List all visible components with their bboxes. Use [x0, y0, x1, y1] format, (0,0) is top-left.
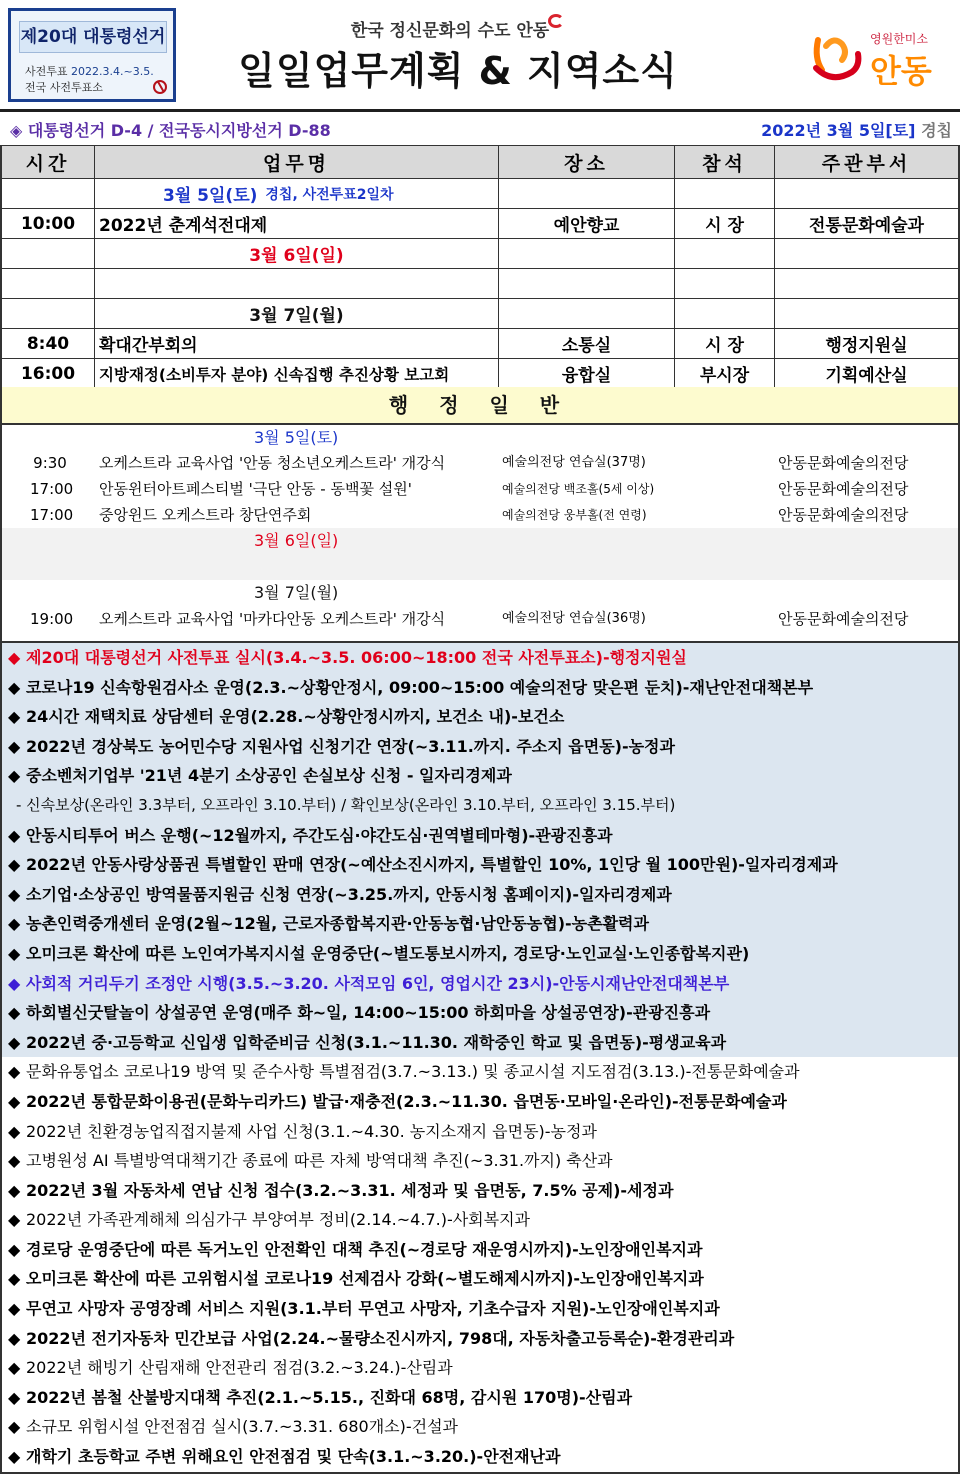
row-time: 8:40 [2, 329, 95, 358]
row-department: 행정지원실 [825, 336, 908, 356]
row-department [775, 179, 958, 208]
page-subtitle: 한국 정신문화의 수도 안동 [350, 21, 550, 41]
diamond-bullet-icon: ◆ [8, 1003, 21, 1023]
list-item [2, 909, 958, 939]
admin-department: 안동문화예술의전당 [778, 480, 909, 498]
admin-time: 19:00 [30, 610, 74, 628]
list-item-text: 제20대 대통령선거 사전투표 실시(3.4.~3.5. 06:00~18:00 전국 사전투표소)-행정지원실 [26, 648, 687, 667]
table-row [2, 209, 958, 239]
diamond-bullet-icon: ◆ [8, 1417, 21, 1437]
schedule-table [0, 146, 960, 389]
logo-name: 안동 [870, 52, 932, 90]
local-news-list [0, 641, 960, 1474]
row-time [2, 269, 95, 298]
admin-schedule [0, 425, 960, 641]
row-attendee [675, 239, 775, 268]
today-date-text: 2022년 3월 5일[토] [761, 121, 916, 140]
date-heading [95, 179, 499, 208]
admin-task: 오케스트라 교육사업 '안동 청소년오케스트라' 개강식 [99, 454, 446, 472]
table-row [2, 299, 958, 329]
list-item-text: 2022년 해빙기 산림재해 안전관리 점검(3.2.~3.24.)-산림과 [26, 1358, 453, 1378]
list-item [2, 880, 958, 910]
list-item-text: 무연고 사망자 공영장례 서비스 지원(3.1.부터 무연고 사망자, 기초수급자 지원)-노인장애인복지과 [26, 1299, 720, 1319]
list-item-text: 오미크론 확산에 따른 고위험시설 코로나19 선제검사 강화(~별도해제시까지)-노인장애인복지과 [26, 1269, 704, 1289]
andong-logo-icon [808, 28, 866, 86]
row-place [499, 179, 675, 208]
row-attendee [675, 179, 775, 208]
admin-date-row [2, 425, 958, 451]
list-item [2, 1205, 958, 1235]
header-task: 업무명 [95, 146, 499, 178]
row-task: 2022년 춘계석전대제 [95, 209, 499, 238]
list-item-text: - 신속보상(온라인 3.3부터, 오프라인 3.10.부터) / 확인보상(온라인 3.10.부터, 오프라인 3.15.부터) [16, 795, 676, 814]
admin-section-title: 행 정 일 반 [0, 387, 960, 425]
admin-date: 3월 7일(월) [254, 583, 339, 602]
election-notice-box [8, 8, 176, 102]
admin-place: 예술의전당 웅부홀(전 연령) [502, 508, 647, 522]
admin-department: 안동문화예술의전당 [778, 610, 909, 628]
list-item [2, 1442, 958, 1472]
list-item [2, 821, 958, 851]
header-time: 시간 [2, 146, 95, 178]
list-item-text: 하회별신굿탈놀이 상설공연 운영(매주 화~일, 14:00~15:00 하회마을 상설공연장)-관광진흥과 [26, 1003, 711, 1023]
list-item [2, 1294, 958, 1324]
diamond-bullet-icon: ◆ [8, 973, 21, 993]
list-item-text: 오미크론 확산에 따른 노인여가복지시설 운영중단(~별도통보시까지, 경로당·노인교실·노인종합복지관) [26, 943, 750, 963]
diamond-bullet-icon: ◆ [8, 677, 21, 697]
diamond-bullet-icon: ◆ [8, 1180, 21, 1200]
row-attendee [675, 299, 775, 328]
list-item [2, 1324, 958, 1354]
list-item-text: 농촌인력중개센터 운영(2월~12월, 근로자종합복지관·안동농협·남안동농협)-농촌활력과 [26, 914, 649, 934]
election-title: 제20대 대통령선거 [19, 21, 167, 53]
row-department [775, 269, 958, 298]
table-row [2, 329, 958, 359]
diamond-bullet-icon: ◆ [8, 1210, 21, 1230]
row-place [499, 239, 675, 268]
list-item [2, 1087, 958, 1117]
row-department [775, 299, 958, 328]
header-attendee: 참석 [675, 146, 775, 178]
list-item [2, 1353, 958, 1383]
election-early-vote-dates: 2022.3.4.~3.5. [71, 65, 154, 78]
admin-date-row [2, 528, 958, 554]
diamond-bullet-icon: ◆ [8, 1447, 21, 1467]
row-task: 확대간부회의 [95, 329, 499, 358]
list-item [2, 1146, 958, 1176]
list-item [2, 702, 958, 732]
list-item-text: 2022년 3월 자동차세 연납 신청 접수(3.2.~3.31. 세정과 및 읍면동, 7.5% 공제)-세정과 [26, 1180, 674, 1200]
list-item-text: 소기업·소상공인 방역물품지원금 신청 연장(~3.25.까지, 안동시청 홈페이지)-일자리경제과 [26, 884, 672, 904]
list-item-text: 고병원성 AI 특별방역대책기간 종료에 따른 자체 방역대책 추진(~3.31.까지) 축산과 [26, 1151, 613, 1171]
list-item-text: 사회적 거리두기 조정안 시행(3.5.~3.20. 사적모임 6인, 영업시간 23시)-안동시재난안전대책본부 [26, 973, 730, 993]
list-item [2, 732, 958, 762]
list-item-text: 24시간 재택치료 상담센터 운영(2.28.~상황안정시까지, 보건소 내)-보건소 [26, 707, 565, 727]
row-time [2, 179, 95, 208]
admin-row [2, 502, 958, 528]
seasonal-term: 경칩 [921, 121, 952, 140]
diamond-bullet-icon: ◆ [8, 1299, 21, 1319]
diamond-bullet-icon: ◆ [8, 1091, 21, 1111]
list-item-text: 2022년 친환경농업직접지불제 사업 신청(3.1.~4.30. 농지소재지 읍면동)-농정과 [26, 1121, 597, 1141]
row-attendee [675, 269, 775, 298]
election-early-vote-label: 사전투표 [25, 65, 68, 78]
list-item-text: 안동시티투어 버스 운행(~12월까지, 주간도심·야간도심·권역별테마형)-관광진흥과 [26, 825, 613, 845]
list-item-text: 2022년 가족관계해체 의심가구 부양여부 정비(2.14.~4.7.)-사회복지과 [26, 1210, 531, 1230]
diamond-bullet-icon: ◆ [8, 1239, 21, 1259]
diamond-bullet-icon: ◆ [8, 1269, 21, 1289]
logo-slogan: 영원한미소 [870, 32, 928, 46]
row-place: 융합실 [499, 359, 675, 388]
today-date [761, 118, 952, 141]
list-item-text: 2022년 중·고등학교 신입생 입학준비금 신청(3.1.~11.30. 재학중인 학교 및 읍면동)-평생교육과 [26, 1032, 727, 1052]
list-item [2, 1383, 958, 1413]
list-item [2, 1412, 958, 1442]
list-item [2, 1264, 958, 1294]
list-item [2, 998, 958, 1028]
list-item-text: 2022년 통합문화이용권(문화누리카드) 발급·재충전(2.3.~11.30. 읍면동·모바일·온라인)-전통문화예술과 [26, 1091, 787, 1111]
list-item [2, 969, 958, 999]
list-item-text: 코로나19 신속항원검사소 운영(2.3.~상황안정시, 09:00~15:00 예술의전당 맞은편 둔치)-재난안전대책본부 [26, 677, 814, 697]
row-time: 16:00 [2, 359, 95, 388]
row-place: 예안향교 [499, 209, 675, 238]
diamond-bullet-icon: ◆ [8, 855, 21, 875]
row-department: 전통문화예술과 [809, 216, 924, 236]
diamond-bullet-icon: ◆ [8, 884, 21, 904]
list-item [2, 1235, 958, 1265]
list-item-text: 중소벤처기업부 '21년 4분기 소상공인 손실보상 신청 - 일자리경제과 [26, 766, 512, 786]
list-item-text: 2022년 안동사랑상품권 특별할인 판매 연장(~예산소진시까지, 특별할인 10%, 1인당 월 100만원)-일자리경제과 [26, 855, 838, 875]
row-time: 10:00 [2, 209, 95, 238]
list-item [2, 643, 958, 673]
list-item [2, 850, 958, 880]
diamond-bullet-icon: ◆ [8, 648, 21, 667]
diamond-bullet-icon: ◆ [8, 1032, 21, 1052]
list-item-text: 경로당 운영중단에 따른 독거노인 안전확인 대책 추진(~경로당 재운영시까지)-노인장애인복지과 [26, 1239, 703, 1259]
table-row [2, 179, 958, 209]
list-item [2, 673, 958, 703]
table-row [2, 239, 958, 269]
list-item-text: 문화유통업소 코로나19 방역 및 준수사항 특별점검(3.7.~3.13.) 및 종교시설 지도점검(3.13.)-전통문화예술과 [26, 1062, 800, 1082]
admin-time: 9:30 [33, 454, 67, 472]
admin-place: 예술의전당 백조홀(5세 이상) [502, 482, 655, 496]
admin-time: 17:00 [30, 506, 74, 524]
row-department [775, 239, 958, 268]
admin-time: 17:00 [30, 480, 74, 498]
date-heading: 3월 7일(월) [95, 299, 499, 328]
row-place: 소통실 [499, 329, 675, 358]
date-heading-text: 3월 5일(토) [163, 186, 258, 206]
date-heading: 3월 6일(일) [95, 239, 499, 268]
admin-blank-row [2, 554, 958, 580]
admin-date: 3월 6일(일) [254, 531, 339, 550]
list-item-text: 2022년 전기자동차 민간보급 사업(2.24.~물량소진시까지, 798대, 자동차출고등록순)-환경관리과 [26, 1328, 735, 1348]
table-row [2, 359, 958, 389]
election-polling-place: 전국 사전투표소 [25, 81, 103, 94]
row-place [499, 269, 675, 298]
dday-bar [0, 112, 960, 146]
list-item [2, 1028, 958, 1058]
admin-row [2, 606, 958, 632]
row-attendee: 시 장 [675, 329, 775, 358]
date-heading-note: 경칩, 사전투표2일차 [265, 186, 394, 203]
admin-task: 오케스트라 교육사업 '마카다안동 오케스트라' 개강식 [99, 610, 446, 628]
diamond-bullet-icon: ◆ [8, 1062, 21, 1082]
admin-row [2, 450, 958, 476]
list-item [2, 791, 958, 821]
row-attendee: 부시장 [675, 359, 775, 388]
list-item-text: 2022년 경상북도 농어민수당 지원사업 신청기간 연장(~3.11.까지. 주소지 읍면동)-농정과 [26, 736, 675, 756]
list-item [2, 761, 958, 791]
row-attendee: 시 장 [675, 209, 775, 238]
diamond-bullet-icon: ◆ [8, 1387, 21, 1407]
diamond-bullet-icon: ◆ [8, 943, 21, 963]
admin-place: 예술의전당 연습실(36명) [502, 611, 646, 626]
list-item-text: 소규모 위험시설 안전점검 실시(3.7.~3.31. 680개소)-건설과 [26, 1417, 458, 1437]
diamond-bullet-icon: ◆ [8, 914, 21, 934]
diamond-bullet-icon: ◆ [8, 707, 21, 727]
page-header [0, 0, 960, 112]
diamond-bullet-icon: ◆ [8, 1121, 21, 1141]
diamond-bullet-icon: ◆ [8, 825, 21, 845]
row-time [2, 299, 95, 328]
diamond-bullet-icon: ◆ [8, 766, 21, 786]
list-item [2, 939, 958, 969]
election-countdown: ◈ 대통령선거 D-4 / 전국동시지방선거 D-88 [10, 121, 331, 140]
row-task: 지방재정(소비투자 분야) 신속집행 추진상황 보고회 [95, 359, 499, 388]
admin-place: 예술의전당 연습실(37명) [502, 455, 646, 470]
admin-task: 중앙윈드 오케스트라 창단연주회 [99, 506, 312, 524]
table-row [2, 269, 958, 299]
swirl-icon [548, 14, 564, 28]
admin-task: 안동윈터아트페스티벌 '극단 안동 - 동백꽃 설원' [99, 480, 412, 498]
list-item [2, 1057, 958, 1087]
row-department: 기획예산실 [825, 366, 908, 386]
ballot-stamp-icon [153, 80, 167, 94]
list-item [2, 1176, 958, 1206]
diamond-bullet-icon: ◆ [8, 736, 21, 756]
list-item [2, 1117, 958, 1147]
list-item-text: 개학기 초등학교 주변 위해요인 안전점검 및 단속(3.1.~3.20.)-안전재난과 [26, 1447, 561, 1467]
row-place [499, 299, 675, 328]
schedule-header-row [2, 146, 958, 179]
diamond-bullet-icon: ◆ [8, 1358, 21, 1378]
page-title: 일일업무계획 & 지역소식 [238, 49, 678, 93]
header-department: 주관부서 [821, 152, 912, 175]
admin-date-row [2, 580, 958, 606]
list-item-text: 2022년 봄철 산불방지대책 추진(2.1.~5.15., 진화대 68명, 감시원 170명)-산림과 [26, 1387, 633, 1407]
diamond-bullet-icon: ◆ [8, 1151, 21, 1171]
header-place: 장소 [499, 146, 675, 178]
admin-department: 안동문화예술의전당 [778, 506, 909, 524]
admin-date: 3월 5일(토) [254, 428, 339, 447]
diamond-bullet-icon: ◆ [8, 1328, 21, 1348]
admin-row [2, 476, 958, 502]
admin-department: 안동문화예술의전당 [778, 454, 909, 472]
row-task [95, 269, 499, 298]
election-early-vote-line [25, 63, 154, 79]
row-time [2, 239, 95, 268]
